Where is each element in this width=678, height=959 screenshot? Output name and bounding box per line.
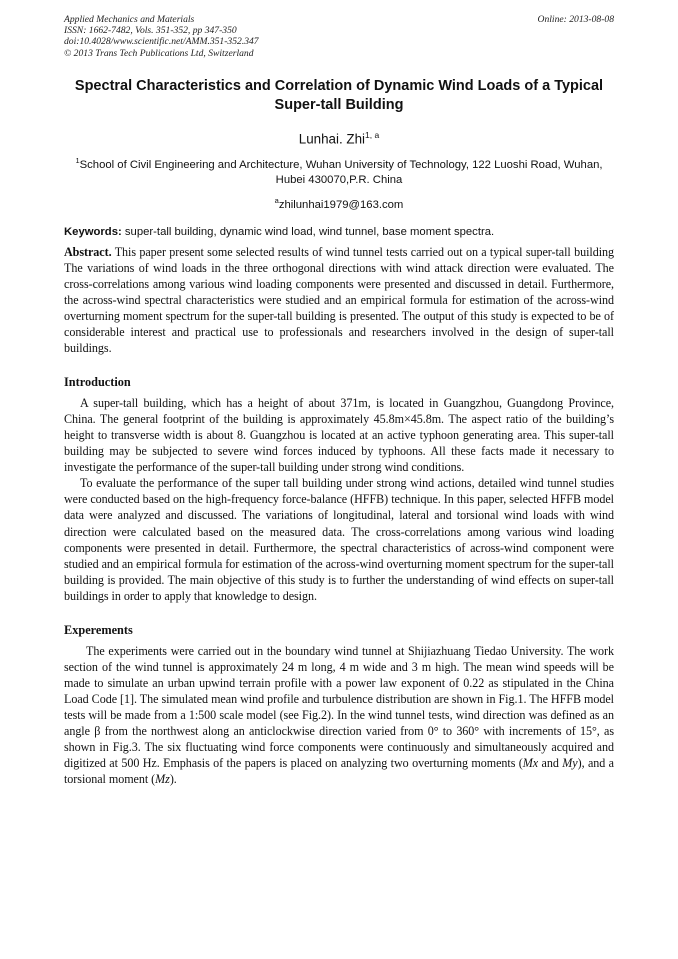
author-superscript: 1, a (365, 129, 380, 140)
section-heading-experiments: Experements (64, 622, 133, 637)
experiments-text-b: ), and a torsional moment ( (64, 756, 614, 787)
issn-line: ISSN: 1662-7482, Vols. 351-352, pp 347-350 (64, 25, 237, 37)
journal-header (64, 14, 614, 59)
introduction-paragraph-1: A super-tall building, which has a height of about 371m, is located in Guangzhou, Guangdong Province, China. The general footprint of the building is approximately 45.8m×45.8m. The aspect ratio of the building’s height to transverse width is about 8. Guangzhou is located at an active typhoon generating area. This super-tall building may be subjected to severe wind forces induced by typhoons. All these facts made it necessary to investigate the performance of the super-tall building under strong wind conditions. (64, 396, 614, 475)
section-heading-introduction: Introduction (64, 375, 131, 390)
keywords-text: super-tall building, dynamic wind load, wind tunnel, base moment spectra. (124, 225, 495, 238)
copyright-line: © 2013 Trans Tech Publications Ltd, Switzerland (64, 47, 254, 59)
email-superscript: a (274, 196, 279, 206)
affiliation-superscript: 1 (75, 156, 80, 166)
symbol-mx: Mx (522, 756, 539, 771)
experiments-text-c: ). (169, 772, 177, 787)
doi-line: doi:10.4028/www.scientific.net/AMM.351-352.347 (64, 36, 259, 48)
journal-name: Applied Mechanics and Materials (64, 14, 195, 25)
experiments-paragraph-1 (64, 643, 614, 787)
abstract-label: Abstract. (64, 244, 112, 259)
paper-title: Spectral Characteristics and Correlation of Dynamic Wind Loads of a Typical Super-tall Building (74, 77, 604, 113)
affiliation (64, 153, 614, 188)
abstract (64, 244, 614, 356)
online-date: Online: 2013-08-08 (537, 14, 614, 25)
affiliation-text: School of Civil Engineering and Architecture, Wuhan University of Technology, 122 Luoshi Road, Wuhan, Hubei 430070,P.R. China (79, 159, 603, 187)
experiments-and: and (538, 756, 563, 771)
author-name: Lunhai. Zhi (298, 131, 366, 147)
symbol-mz: Mz (155, 772, 170, 787)
author-line (64, 127, 614, 147)
keywords-label: Keywords: (64, 225, 122, 238)
abstract-text: This paper present some selected results of wind tunnel tests carried out on a typical super-tall building The variations of wind loads in the three orthogonal directions with wind attack direction were evaluated. The cross-correlations among various wind loading components were presented and discussed in detail. Furthermore, the across-wind spectral characteristics were studied and an empirical formula for estimation of the across-wind overturning moment spectrum for the super-tall building is presented. The output of this study is expected to be of considerable interest and practical use to professionals and researchers involved in the design of super-tall buildings. (64, 244, 614, 356)
email-line (64, 193, 614, 213)
keywords (64, 225, 614, 240)
experiments-text-a: The experiments were carried out in the boundary wind tunnel at Shijiazhuang Tiedao University. The work section of the wind tunnel is approximately 24 m long, 4 m wide and 3 m high. The mean wind speeds will be made to simulate an urban upwind terrain profile with a power law exponent of 0.22 as stipulated in the China Load Code [1]. The simulated mean wind profile and turbulence distribution are shown in Fig.1. The HFFB model tests will be made from a 1:500 scale model (see Fig.2). In the wind tunnel tests, wind direction was defined as an angle β from the northwest along an anticlockwise direction varied from 0° to 360° with increments of 15°, as shown in Fig.3. The six fluctuating wind force components were continuously and simultaneously acquired and digitized at 500 Hz. Emphasis of the papers is placed on analyzing two overturning moments ( (64, 643, 614, 771)
email-address: zhilunhai1979@163.com (278, 198, 404, 211)
symbol-my: My (562, 756, 578, 771)
introduction-paragraph-2: To evaluate the performance of the super tall building under strong wind actions, detailed wind tunnel studies were conducted based on the high-frequency force-balance (HFFB) technique. In this paper, selected HFFB model data were analyzed and discussed. The variations of longitudinal, lateral and torsional wind loads with wind direction were calculated based on the measured data. The cross-correlations among various wind loading components were presented in detail. Furthermore, the spectral characteristics of across-wind component were studied and an empirical formula for estimation of the across-wind overturning moment spectrum for the super-tall building is provided. The main objective of this study is to further the understanding of wind effects on super-tall buildings in order to apply that knowledge to design. (64, 476, 614, 603)
